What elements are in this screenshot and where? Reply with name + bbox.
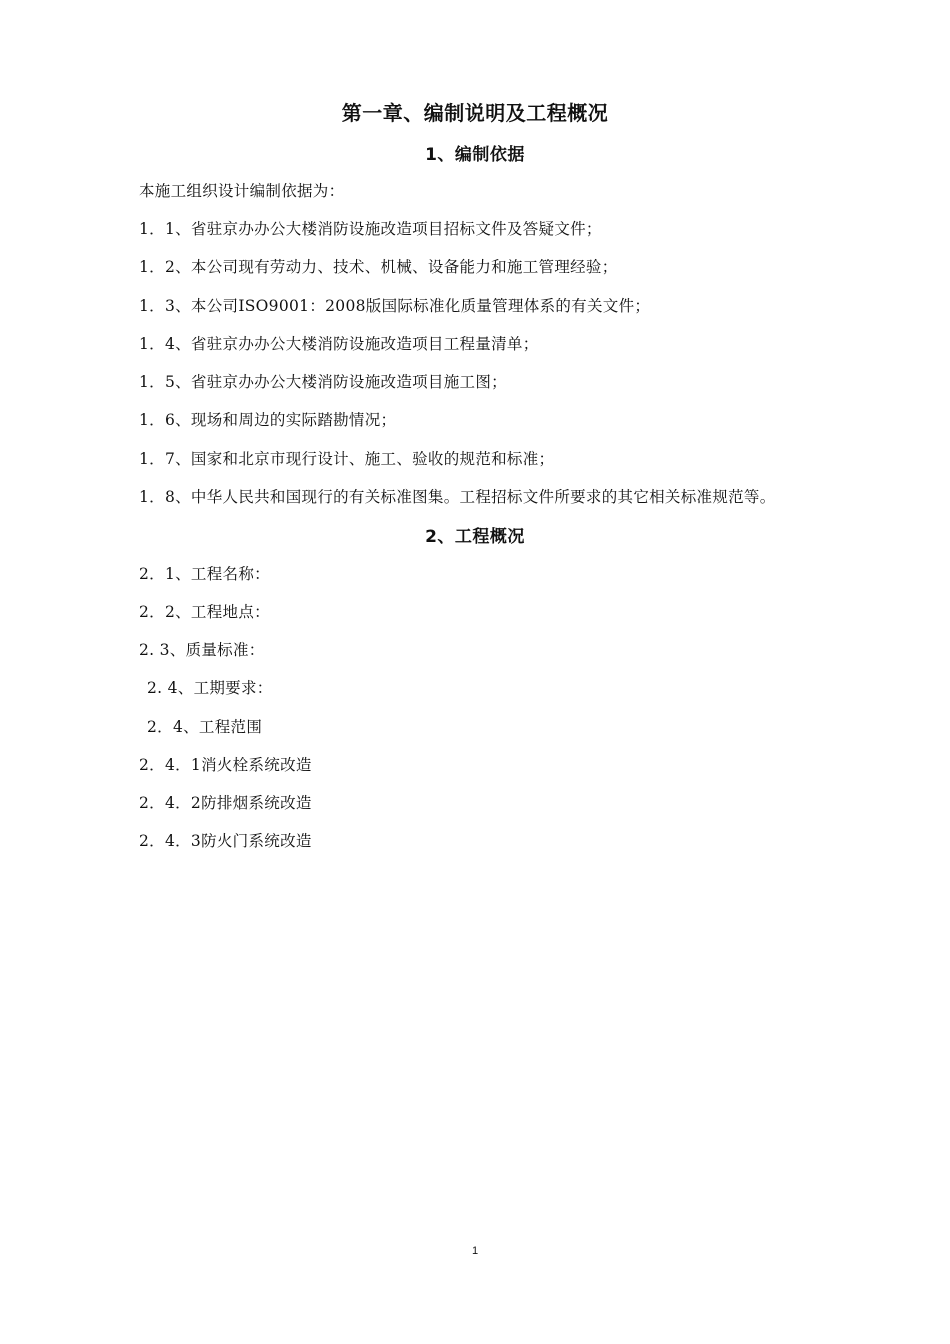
overview-item: 2．2、工程地点： [139, 603, 270, 621]
overview-item: 2．4．3防火门系统改造 [139, 832, 312, 850]
basis-item: 1．6、现场和周边的实际踏勘情况； [139, 411, 397, 429]
page-number: 1 [471, 1245, 479, 1257]
basis-item: 1．3、本公司ISO9001：2008版国际标准化质量管理体系的有关文件； [139, 297, 651, 315]
section-heading-overview: 2、工程概况 [425, 527, 525, 547]
overview-item: 2. 4、工期要求： [147, 679, 273, 697]
basis-intro: 本施工组织设计编制依据为： [139, 182, 345, 200]
basis-item: 1．4、省驻京办办公大楼消防设施改造项目工程量清单； [139, 335, 539, 353]
overview-item: 2．4．1消火栓系统改造 [139, 756, 312, 774]
overview-item: 2. 3、质量标准： [139, 641, 265, 659]
basis-item: 1．8、中华人民共和国现行的有关标准图集。工程招标文件所要求的其它相关标准规范等。 [139, 488, 776, 506]
chapter-title: 第一章、编制说明及工程概况 [341, 101, 609, 125]
basis-item: 1．2、本公司现有劳动力、技术、机械、设备能力和施工管理经验； [139, 258, 618, 276]
overview-item: 2．4、工程范围 [147, 718, 263, 736]
basis-item: 1．7、国家和北京市现行设计、施工、验收的规范和标准； [139, 450, 555, 468]
overview-item: 2．1、工程名称： [139, 565, 270, 583]
basis-item: 1．5、省驻京办办公大楼消防设施改造项目施工图； [139, 373, 507, 391]
overview-item: 2．4．2防排烟系统改造 [139, 794, 312, 812]
basis-item: 1．1、省驻京办办公大楼消防设施改造项目招标文件及答疑文件； [139, 220, 602, 238]
section-heading-basis: 1、编制依据 [425, 145, 525, 165]
